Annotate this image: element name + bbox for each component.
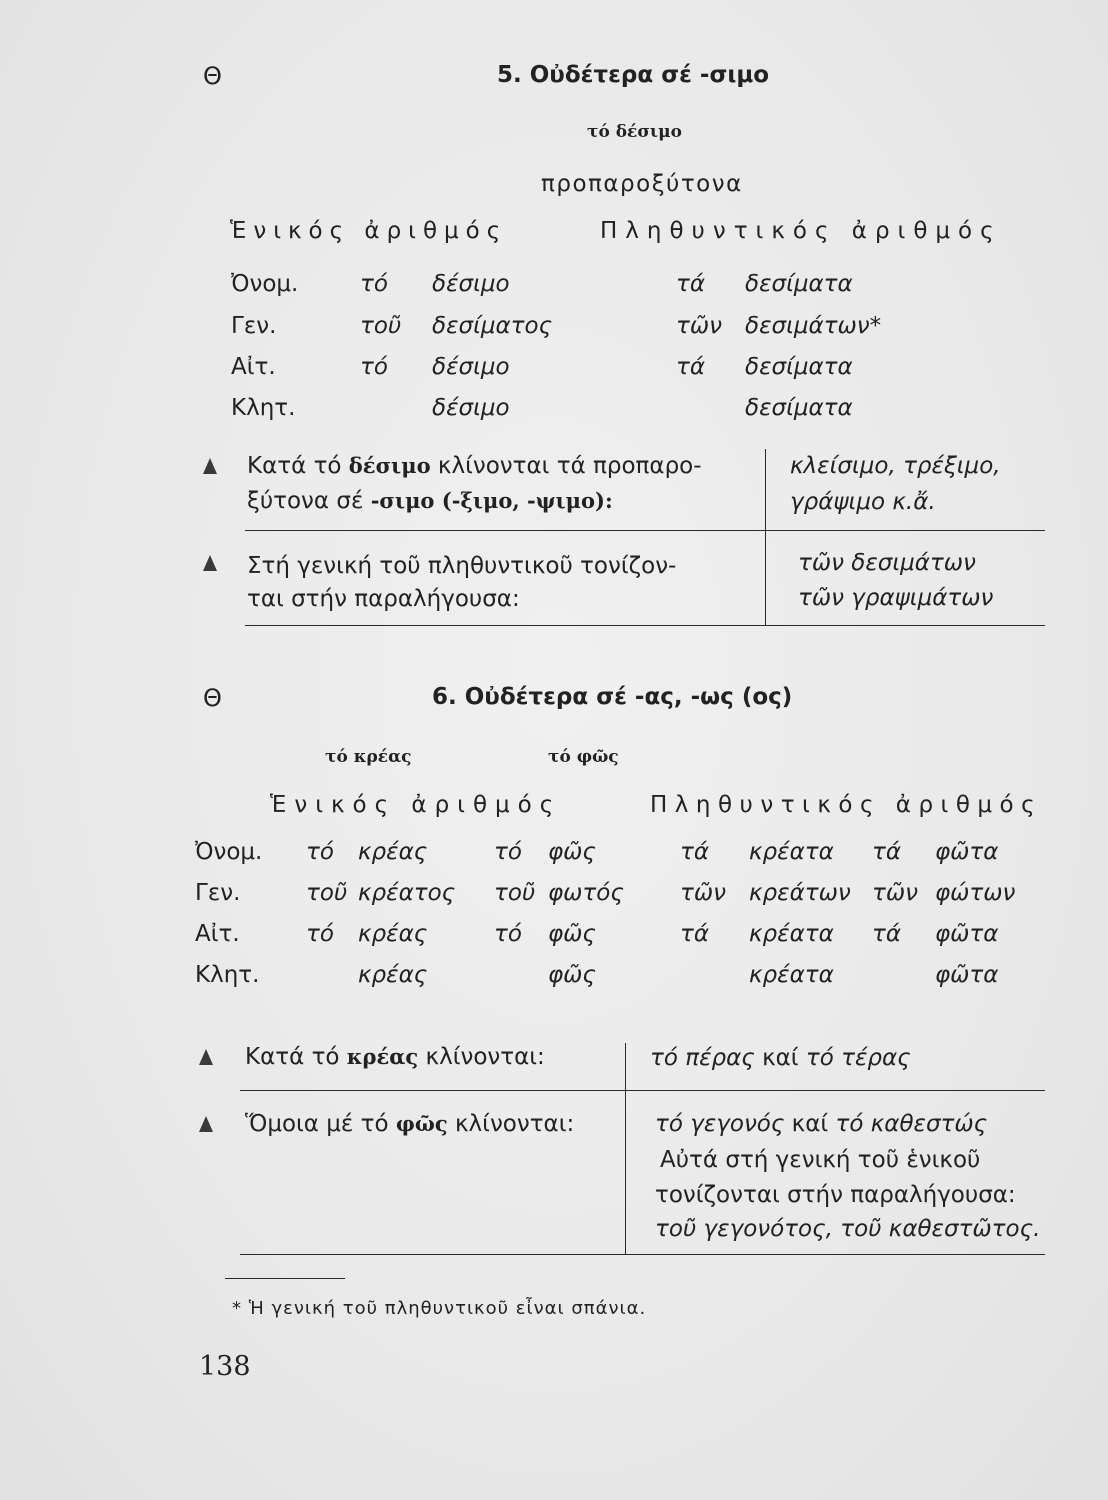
plural-header: Πληθυντικός ἀριθμός bbox=[600, 218, 1002, 244]
note-text: Κατά τό bbox=[245, 1044, 347, 1070]
plural-article: τῶν bbox=[680, 880, 726, 906]
plural-article: τά bbox=[872, 839, 902, 865]
plural-form: δεσιμάτων* bbox=[745, 313, 882, 339]
note-example bbox=[655, 1110, 987, 1138]
note-text-line bbox=[245, 1043, 545, 1071]
example-conjunction: καί bbox=[784, 1111, 836, 1137]
plural-header: Πληθυντικός ἀριθμός bbox=[650, 792, 1043, 818]
singular-article: τό bbox=[360, 354, 388, 380]
note-example: τοῦ γεγονότος, τοῦ καθεστῶτος. bbox=[655, 1216, 1041, 1242]
declension-row-genitive bbox=[0, 879, 1108, 907]
plural-form: δεσίματα bbox=[745, 354, 853, 380]
singular-form: κρέας bbox=[358, 921, 428, 947]
singular-header: Ἑνικός ἀριθμός bbox=[230, 218, 508, 244]
section-6-title: 6. Οὐδέτερα σέ -ας, -ως (ος) bbox=[432, 684, 793, 710]
note-text-line: ται στήν παραλήγουσα: bbox=[247, 586, 520, 612]
example-conjunction: καί bbox=[754, 1045, 806, 1071]
case-label: Κλητ. bbox=[195, 962, 260, 988]
case-label: Γεν. bbox=[195, 880, 241, 906]
section-5-marker: Θ bbox=[203, 62, 222, 90]
declension-row-nominative bbox=[0, 838, 1108, 866]
section-5-example-noun: τό δέσιμο bbox=[587, 122, 682, 142]
plural-article: τῶν bbox=[676, 313, 722, 339]
section-5-title: 5. Οὐδέτερα σέ -σιμο bbox=[497, 62, 770, 88]
note-text-line: Στή γενική τοῦ πληθυντικοῦ τονίζον- bbox=[247, 553, 677, 579]
plural-form: φῶτα bbox=[935, 839, 999, 865]
case-label: Αἰτ. bbox=[231, 354, 276, 380]
singular-form: φῶς bbox=[548, 962, 596, 988]
declension-row-vocative bbox=[0, 961, 1108, 989]
note-example: γράψιμο κ.ἄ. bbox=[790, 489, 936, 515]
case-label: Ὀνομ. bbox=[195, 839, 263, 865]
declension-row-nominative bbox=[0, 270, 1108, 298]
note-keyword: κρέας bbox=[346, 1044, 419, 1069]
plural-form: φῶτα bbox=[935, 962, 999, 988]
page-number: 138 bbox=[199, 1351, 251, 1382]
triangle-bullet-icon bbox=[199, 1049, 213, 1065]
plural-form: δεσίματα bbox=[745, 271, 853, 297]
triangle-bullet-icon bbox=[203, 555, 217, 571]
section-6-example-noun: τό φῶς bbox=[548, 747, 619, 767]
plural-form: φώτων bbox=[935, 880, 1016, 906]
note-text-line bbox=[247, 487, 613, 515]
note-text-line bbox=[245, 1110, 574, 1138]
singular-article: τό bbox=[306, 921, 334, 947]
triangle-bullet-icon bbox=[199, 1116, 213, 1132]
note-text: κλίνονται: bbox=[418, 1044, 545, 1070]
notes-bottom-rule bbox=[245, 625, 1045, 626]
plural-article: τά bbox=[676, 354, 706, 380]
declension-row-vocative bbox=[0, 394, 1108, 422]
notes-row-rule bbox=[245, 530, 1045, 531]
case-label: Γεν. bbox=[231, 313, 277, 339]
singular-article: τό bbox=[494, 839, 522, 865]
singular-article: τοῦ bbox=[306, 880, 348, 906]
declension-row-genitive bbox=[0, 312, 1108, 340]
case-label: Κλητ. bbox=[231, 395, 296, 421]
singular-form: δεσίματος bbox=[432, 313, 553, 339]
singular-header: Ἑνικός ἀριθμός bbox=[270, 792, 562, 818]
singular-article: τό bbox=[360, 271, 388, 297]
plural-form: κρέατα bbox=[749, 962, 834, 988]
note-text: κλίνονται τά προπαρο- bbox=[430, 453, 702, 479]
singular-form: δέσιμο bbox=[432, 354, 510, 380]
case-label: Αἰτ. bbox=[195, 921, 240, 947]
singular-article: τοῦ bbox=[360, 313, 402, 339]
plural-article: τῶν bbox=[872, 880, 918, 906]
note-keyword: φῶς bbox=[395, 1111, 448, 1136]
example-noun: τό πέρας bbox=[650, 1045, 755, 1071]
declension-row-accusative bbox=[0, 353, 1108, 381]
singular-article: τό bbox=[306, 839, 334, 865]
note-example: τῶν δεσιμάτων bbox=[798, 550, 976, 576]
plural-form: κρέατα bbox=[749, 839, 834, 865]
singular-form: κρέατος bbox=[358, 880, 456, 906]
case-label: Ὀνομ. bbox=[231, 271, 299, 297]
section-6-example-noun: τό κρέας bbox=[325, 747, 412, 767]
plural-form: δεσίματα bbox=[745, 395, 853, 421]
plural-article: τά bbox=[676, 271, 706, 297]
triangle-bullet-icon bbox=[203, 458, 217, 474]
note-example: τῶν γραψιμάτων bbox=[798, 585, 994, 611]
note-remark: Αὐτά στή γενική τοῦ ἑνικοῦ bbox=[660, 1147, 981, 1173]
note-text-line bbox=[247, 452, 702, 480]
plural-article: τά bbox=[680, 839, 710, 865]
singular-form: δέσιμο bbox=[432, 395, 510, 421]
note-text: Ὅμοια μέ τό bbox=[245, 1111, 396, 1137]
notes-row-rule bbox=[240, 1090, 1045, 1091]
note-text: Κατά τό bbox=[247, 453, 349, 479]
notes-column-divider bbox=[765, 449, 766, 626]
singular-form: κρέας bbox=[358, 839, 428, 865]
accent-type-label: προπαροξύτονα bbox=[541, 171, 743, 197]
example-noun: τό τέρας bbox=[805, 1045, 911, 1071]
plural-article: τά bbox=[872, 921, 902, 947]
note-text: ξύτονα σέ bbox=[247, 488, 371, 514]
section-6-marker: Θ bbox=[203, 684, 222, 712]
singular-form: κρέας bbox=[358, 962, 428, 988]
note-example: κλείσιμο, τρέξιμο, bbox=[790, 453, 1001, 479]
note-text: κλίνονται: bbox=[447, 1111, 575, 1137]
note-keyword: -σιμο (-ξιμο, -ψιμο): bbox=[370, 488, 613, 513]
notes-bottom-rule bbox=[240, 1254, 1045, 1255]
declension-row-accusative bbox=[0, 920, 1108, 948]
plural-form: κρεάτων bbox=[749, 880, 851, 906]
plural-form: φῶτα bbox=[935, 921, 999, 947]
example-noun: τό καθεστώς bbox=[835, 1111, 988, 1137]
example-noun: τό γεγονός bbox=[655, 1111, 785, 1137]
singular-form: φωτός bbox=[548, 880, 624, 906]
plural-form: κρέατα bbox=[749, 921, 834, 947]
singular-article: τό bbox=[494, 921, 522, 947]
singular-form: φῶς bbox=[548, 839, 596, 865]
footnote: * Ἡ γενική τοῦ πληθυντικοῦ εἶναι σπάνια. bbox=[232, 1298, 647, 1319]
footnote-rule bbox=[225, 1278, 345, 1279]
note-example bbox=[650, 1044, 911, 1072]
singular-form: δέσιμο bbox=[432, 271, 510, 297]
notes-column-divider bbox=[625, 1043, 626, 1255]
note-remark: τονίζονται στήν παραλήγουσα: bbox=[655, 1182, 1016, 1208]
plural-article: τά bbox=[680, 921, 710, 947]
singular-form: φῶς bbox=[548, 921, 596, 947]
singular-article: τοῦ bbox=[494, 880, 536, 906]
note-keyword: δέσιμο bbox=[348, 453, 431, 478]
